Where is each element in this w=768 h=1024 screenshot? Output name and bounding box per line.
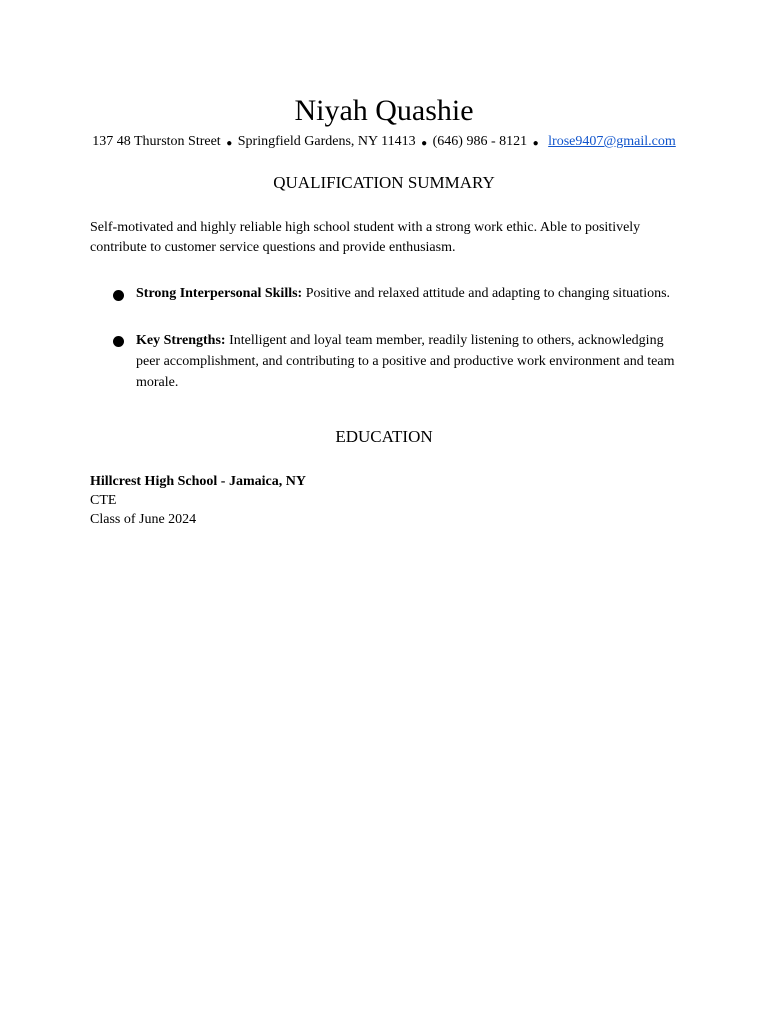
list-item (90, 284, 678, 304)
candidate-name: Niyah Quashie (294, 94, 474, 127)
city-state-zip: Springfield Gardens, NY 11413 (237, 134, 416, 149)
bullet-icon (113, 336, 124, 347)
separator-dot: ● (532, 138, 539, 149)
address: 137 48 Thurston Street (92, 134, 221, 149)
email-link[interactable]: lrose9407@gmail.com (548, 134, 676, 149)
education-heading: EDUCATION (335, 427, 433, 446)
separator-dot: ● (226, 138, 233, 149)
bullet-text: Intelligent and loyal team member, readily listening to others, acknowledging peer accomplishment, and contributing to a positive and productive work environment and team morale. (136, 333, 675, 390)
separator-dot: ● (421, 138, 428, 149)
strengths-list (90, 284, 678, 393)
qualification-summary-heading: QUALIFICATION SUMMARY (273, 173, 495, 192)
contact-line (86, 132, 682, 153)
summary-paragraph: Self-motivated and highly reliable high school student with a strong work ethic. Able to positively contribute to customer service questions and provide enthusiasm. (90, 220, 641, 255)
phone-number: (646) 986 - 8121 (432, 134, 528, 149)
bullet-title: Strong Interpersonal Skills: (136, 286, 303, 301)
school-name: Hillcrest High School - Jamaica, NY (90, 474, 306, 489)
list-item (90, 330, 678, 393)
resume-page (90, 92, 678, 529)
graduation-class: Class of June 2024 (90, 512, 197, 527)
bullet-icon (113, 290, 124, 301)
program-name: CTE (90, 493, 117, 508)
bullet-title: Key Strengths: (136, 333, 226, 348)
bullet-text: Positive and relaxed attitude and adapting to changing situations. (305, 286, 671, 301)
